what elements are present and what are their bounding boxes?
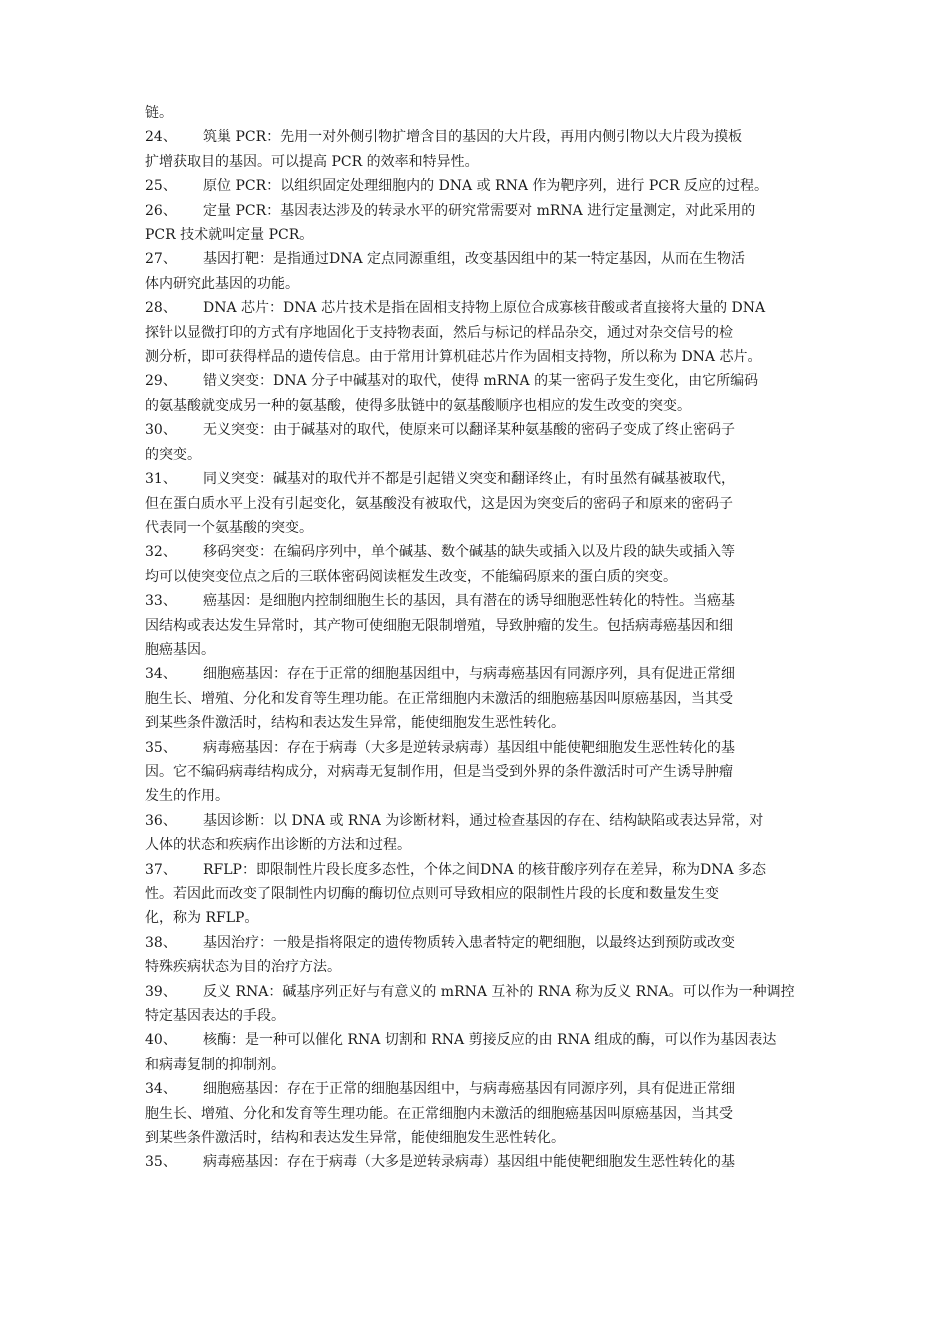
entry-line — [145, 296, 810, 320]
entry-text: 到某些条件激活时，结构和表达发生异常，能使细胞发生恶性转化。 — [145, 715, 565, 732]
glossary-entry — [145, 1077, 810, 1150]
entry-text: 体内研究此基因的功能。 — [145, 275, 299, 292]
entry-number: 36、 — [145, 812, 177, 829]
glossary-entry — [145, 467, 810, 540]
entry-text: 定量 PCR：基因表达涉及的转录水平的研究常需要对 mRNA 进行定量测定，对此采用的 — [203, 202, 756, 219]
entry-number: 28、 — [145, 300, 177, 317]
entry-line — [145, 687, 810, 711]
entry-line — [145, 858, 810, 882]
glossary-entry — [145, 174, 810, 198]
entry-line — [145, 540, 810, 564]
entry-text: 到某些条件激活时，结构和表达发生异常，能使细胞发生恶性转化。 — [145, 1130, 565, 1147]
continuation-line: 链。 — [145, 105, 173, 121]
entry-number: 29、 — [145, 373, 177, 390]
entry-line — [145, 1077, 810, 1101]
entry-line — [145, 980, 810, 1004]
entry-number: 34、 — [145, 1081, 177, 1098]
entry-text: 化，称为 RFLP。 — [145, 910, 259, 927]
glossary-entry — [145, 296, 810, 369]
glossary-entry — [145, 980, 810, 1029]
entry-line — [145, 614, 810, 638]
entry-text: 无义突变：由于碱基对的取代，使原来可以翻译某种氨基酸的密码子变成了终止密码子 — [203, 422, 735, 439]
entry-text: 胞癌基因。 — [145, 641, 215, 658]
entry-line — [145, 1028, 810, 1052]
entry-number: 33、 — [145, 593, 177, 610]
entry-line — [145, 833, 810, 857]
entry-line — [145, 321, 810, 345]
entry-line — [145, 662, 810, 686]
glossary-entry — [145, 589, 810, 662]
entry-text: 均可以使突变位点之后的三联体密码阅读框发生改变，不能编码原来的蛋白质的突变。 — [145, 568, 677, 585]
entry-line — [145, 931, 810, 955]
entry-line — [145, 1053, 810, 1077]
entry-line — [145, 369, 810, 393]
entry-text: 的突变。 — [145, 446, 201, 463]
entry-text: 代表同一个氨基酸的突变。 — [145, 519, 313, 536]
entry-number: 35、 — [145, 1154, 177, 1171]
entry-text: 人体的状态和疾病作出诊断的方法和过程。 — [145, 837, 411, 854]
entry-line — [145, 125, 810, 149]
entry-text: 胞生长、增殖、分化和发育等生理功能。在正常细胞内未激活的细胞癌基因叫原癌基因，当其受 — [145, 690, 733, 707]
entry-number: 40、 — [145, 1032, 177, 1049]
entry-line — [145, 174, 810, 198]
entry-number: 39、 — [145, 983, 177, 1000]
entry-text: 因。它不编码病毒结构成分，对病毒无复制作用，但是当受到外界的条件激活时可产生诱导肿瘤 — [145, 763, 733, 780]
entry-number: 38、 — [145, 934, 177, 951]
entry-text: RFLP：即限制性片段长度多态性，个体之间DNA 的核苷酸序列存在差异，称为DNA 多态 — [203, 861, 767, 878]
entry-text: 反义 RNA：碱基序列正好与有意义的 mRNA 互补的 RNA 称为反义 RNA。可以作为一种调控 — [203, 983, 795, 1000]
entry-line — [145, 809, 810, 833]
entry-text: 错义突变：DNA 分子中碱基对的取代，使得 mRNA 的某一密码子发生变化，由它所编码 — [203, 373, 759, 390]
entry-text: PCR 技术就叫定量 PCR。 — [145, 227, 314, 244]
entry-number: 27、 — [145, 251, 177, 268]
glossary-entry — [145, 1150, 810, 1174]
entry-text: 性。若因此而改变了限制性内切酶的酶切位点则可导致相应的限制性片段的长度和数量发生变 — [145, 886, 719, 902]
entry-number: 25、 — [145, 178, 177, 195]
entry-text: DNA 芯片：DNA 芯片技术是指在固相支持物上原位合成寡核苷酸或者直接将大量的 DNA — [203, 300, 766, 317]
entry-text: 病毒癌基因：存在于病毒（大多是逆转录病毒）基因组中能使靶细胞发生恶性转化的基 — [203, 1154, 735, 1171]
glossary-entry — [145, 418, 810, 467]
entry-number: 32、 — [145, 544, 177, 561]
glossary-entry — [145, 540, 810, 589]
entry-text: 细胞癌基因：存在于正常的细胞基因组中，与病毒癌基因有同源序列，具有促进正常细 — [203, 1081, 735, 1098]
entry-line — [145, 711, 810, 735]
entry-line — [145, 516, 810, 540]
entry-line — [145, 199, 810, 223]
entry-line — [145, 955, 810, 979]
glossary-entry — [145, 1028, 810, 1077]
entry-text: 基因治疗：一般是指将限定的遗传物质转入患者特定的靶细胞，以最终达到预防或改变 — [203, 934, 735, 951]
entry-line — [145, 589, 810, 613]
entry-line — [145, 1004, 810, 1028]
entry-number: 24、 — [145, 129, 177, 146]
entry-text: 但在蛋白质水平上没有引起变化，氨基酸没有被取代，这是因为突变后的密码子和原来的密码子 — [145, 495, 733, 512]
entry-text: 原位 PCR：以组织固定处理细胞内的 DNA 或 RNA 作为靶序列，进行 PCR 反应的过程。 — [203, 178, 768, 195]
glossary-entry — [145, 809, 810, 858]
entry-text: 探针以显微打印的方式有序地固化于支持物表面，然后与标记的样品杂交，通过对杂交信号的检 — [145, 324, 733, 341]
entry-line — [145, 638, 810, 662]
entry-line — [145, 223, 810, 247]
glossary-entry — [145, 247, 810, 296]
entry-text: 测分析，即可获得样品的遗传信息。由于常用计算机硅芯片作为固相支持物，所以称为 DNA 芯片。 — [145, 349, 762, 366]
glossary-entry — [145, 858, 810, 931]
glossary-entry — [145, 369, 810, 418]
glossary-entry — [145, 931, 810, 980]
entry-line — [145, 467, 810, 491]
entry-line — [145, 882, 810, 906]
entry-number: 35、 — [145, 739, 177, 756]
entry-line — [145, 736, 810, 760]
glossary-entry — [145, 736, 810, 809]
entry-line — [145, 443, 810, 467]
entry-number: 34、 — [145, 666, 177, 683]
entry-line — [145, 1126, 810, 1150]
entry-text: 胞生长、增殖、分化和发育等生理功能。在正常细胞内未激活的细胞癌基因叫原癌基因，当其受 — [145, 1105, 733, 1122]
entry-text: 特定基因表达的手段。 — [145, 1008, 285, 1025]
entry-text: 移码突变：在编码序列中，单个碱基、数个碱基的缺失或插入以及片段的缺失或插入等 — [203, 544, 735, 561]
entry-line — [145, 272, 810, 296]
entry-line — [145, 492, 810, 516]
entry-number: 26、 — [145, 202, 177, 219]
entry-text: 筑巢 PCR：先用一对外侧引物扩增含目的基因的大片段，再用内侧引物以大片段为摸板 — [203, 129, 743, 146]
glossary-entry — [145, 125, 810, 174]
entry-number: 31、 — [145, 471, 177, 488]
entry-line — [145, 418, 810, 442]
entry-line — [145, 565, 810, 589]
entry-text: 核酶：是一种可以催化 RNA 切割和 RNA 剪接反应的由 RNA 组成的酶，可以作为基因表达 — [203, 1032, 777, 1049]
entry-text: 扩增获取目的基因。可以提高 PCR 的效率和特异性。 — [145, 153, 479, 170]
entry-line — [145, 247, 810, 271]
entry-line — [145, 1102, 810, 1126]
entry-text: 的氨基酸就变成另一种的氨基酸，使得多肽链中的氨基酸顺序也相应的发生改变的突变。 — [145, 397, 691, 414]
entry-line — [145, 345, 810, 369]
entry-text: 基因诊断：以 DNA 或 RNA 为诊断材料，通过检查基因的存在、结构缺陷或表达异常，对 — [203, 812, 764, 829]
entry-text: 癌基因：是细胞内控制细胞生长的基因，具有潜在的诱导细胞恶性转化的特性。当癌基 — [203, 593, 735, 610]
entry-text: 发生的作用。 — [145, 788, 229, 805]
entry-number: 30、 — [145, 422, 177, 439]
entry-line — [145, 1150, 810, 1174]
entry-line — [145, 150, 810, 174]
entry-text: 和病毒复制的抑制剂。 — [145, 1056, 285, 1073]
entry-text: 同义突变：碱基对的取代并不都是引起错义突变和翻译终止，有时虽然有碱基被取代， — [203, 471, 735, 488]
entry-text: 因结构或表达发生异常时，其产物可使细胞无限制增殖，导致肿瘤的发生。包括病毒癌基因和细 — [145, 617, 733, 634]
entry-line — [145, 394, 810, 418]
glossary-entry — [145, 199, 810, 248]
entry-text: 特殊疾病状态为目的治疗方法。 — [145, 959, 341, 976]
entry-text: 病毒癌基因：存在于病毒（大多是逆转录病毒）基因组中能使靶细胞发生恶性转化的基 — [203, 739, 735, 756]
entry-line — [145, 760, 810, 784]
glossary-entry — [145, 662, 810, 735]
entry-line — [145, 906, 810, 930]
entry-number: 37、 — [145, 861, 177, 878]
entry-text: 细胞癌基因：存在于正常的细胞基因组中，与病毒癌基因有同源序列，具有促进正常细 — [203, 666, 735, 683]
entry-text: 基因打靶：是指通过DNA 定点同源重组，改变基因组中的某一特定基因，从而在生物活 — [203, 251, 746, 268]
glossary-body — [145, 101, 810, 1175]
entry-line — [145, 784, 810, 808]
